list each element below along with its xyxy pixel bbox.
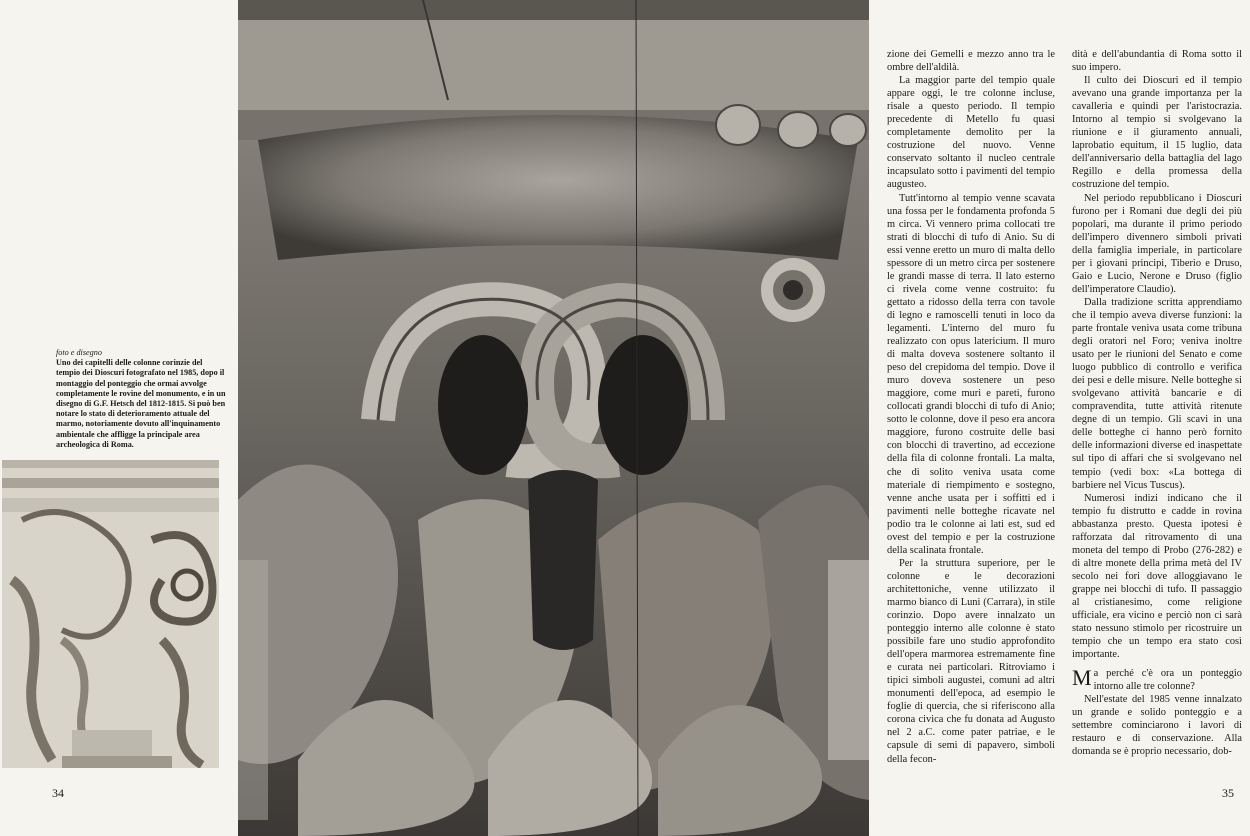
question-paragraph: [1072, 667, 1242, 693]
paragraph: dità e dell'abundantia di Roma sotto il suo impero.: [1072, 49, 1242, 74]
capital-photograph: [238, 0, 869, 836]
paragraph: Il culto dei Dioscuri ed il tempio avevano una grande importanza per la cavalleria e quindi per l'aristocrazia. Intorno al tempio si svolgevano la riunione e il giuramento annuali, laprobatio equitum, il 15 luglio, data dell'anniversario della battaglia del lago Regillo e della promessa della costruzione del tempio.: [1072, 75, 1242, 191]
left-page: [0, 0, 238, 836]
paragraph: Tutt'intorno al tempio venne scavata una fossa per le fondamenta profonda 5 m circa. Vi vennero prima collocati tre strati di blocchi di tufo di Anio. Su di essi venne eretto un muro di malta dello spessore di un metro circa per sostenere le grandi masse di terra. Il lato esterno ci rivela come venne costruito: fu gettato a ridosso della terra con tavole di legno e ramoscelli tenuti in loco da legamenti. L'interno del muro fu realizzato con opus latericium. Il muro di malta doveva sostenere soltanto il peso del crepidoma del tempio. Dove il muro doveva sostenere un peso maggiore, come muri e pareti, furono collocati grandi blocchi di tufo di Anio; sotto le colonne, dove il peso era ancora maggiore, furono costruite delle basi con blocchi di travertino, ad eccezione della fila di colonne frontali. La malta, che di solito veniva usata come materiale di riempimento e sostegno, venne anche usata per i soffitti ed i pavimenti nelle botteghe ricavate nel podio tra le colonne ai lati est, sud ed ovest del tempio e per la costruzione della scalinata frontale.: [887, 192, 1055, 556]
caption-title: foto e disegno: [56, 348, 102, 357]
text-column-1: [887, 48, 1055, 766]
capital-drawing: [2, 460, 219, 768]
text-column-2: [1072, 48, 1242, 759]
paragraph: zione dei Gemelli e mezzo anno tra le ombre dell'aldilà.: [887, 49, 1055, 74]
corinthian-capital-photo: [238, 0, 869, 836]
page-number-right: 35: [1222, 786, 1234, 800]
photo-caption: [56, 348, 226, 450]
paragraph: La maggior parte del tempio quale appare oggi, le tre colonne incluse, risale a questo periodo. Il tempio precedente di Metello fu quasi completamente demolito per la costruzione del nuovo. Venne conservato soltanto il nucleo centrale incapsulato sotto i pavimenti del tempio augusteo.: [887, 75, 1055, 191]
dropcap: M: [1072, 665, 1092, 691]
paragraph: Per la struttura superiore, per le colonne e le decorazioni architettoniche, venne utilizzato il marmo bianco di Luni (Carrara), in stile corinzio. Dopo avere innalzato un ponteggio interno alle colonne è stato possibile fare uno studio approfondito dell'opera marmorea estremamente fine e curata nei particolari. Ritroviamo i tipici simboli augustei, comuni ad altri monumenti dell'epoca, ad esempio le foglie di quercia, che si riferiscono alla corona civica che fu donata ad Augusto nel 2 a.C. come pater patriae, e le capsule di semi di papavero, simboli della fecon-: [887, 557, 1055, 765]
capital-drawing-illustration: [2, 460, 219, 768]
right-page: [869, 0, 1250, 836]
page-number-left: 34: [52, 786, 64, 800]
paragraph: Nell'estate del 1985 venne innalzato un grande e solido ponteggio e a settembre cominciarono i lavori di restauro e di conservazione. Alla domanda se è proprio necessario, dob-: [1072, 694, 1242, 758]
caption-body: Uno dei capitelli delle colonne corinzie del tempio dei Dioscuri fotografato nel 1985, dopo il montaggio del ponteggio che ormai avvolge completamente le rovine del monumento, e in un disegno di G.F. Hetsch del 1812-1815. Si può ben notare lo stato di deterioramento attuale del marmo, notoriamente dovuto all'inquinamento ambientale che affligge la principale area archeologica di Roma.: [56, 358, 226, 449]
question-text: a perché c'è ora un ponteggio intorno alle tre colonne?: [1093, 668, 1242, 693]
paragraph: Dalla tradizione scritta apprendiamo che il tempio aveva diverse funzioni: la parte frontale veniva usata come tribuna degli oratori nel Foro; veniva inoltre usato per le riunioni del Senato e come luogo pubblico di controllo e verifica dei pesi e delle misure. Nelle botteghe si svolgevano attività bancarie e di compravendita, tutte attività ritenute degne di un tempio. Gli scavi in una delle botteghe ci hanno però fornito delle informazioni diverse ed inaspettate sul tipo di affari che si svolgevano nel tempio (vedi box: «La bottega di barbiere nel Vicus Tuscus).: [1072, 296, 1242, 491]
paragraph: Numerosi indizi indicano che il tempio fu distrutto e cadde in rovina abbastanza presto. Questa ipotesi è rafforzata dal ritrovamento di una moneta del tempo di Probo (276-282) e di altre monete della prima metà del IV secolo nei fori dove alloggiavano le grappe nei blocchi di tufo. Il passaggio al cristianesimo, come religione ufficiale, era vicino e perciò non ci sarà stato nessuno stimolo per ricostruire un tempio che un tempo era stato così importante.: [1072, 492, 1242, 661]
paragraph: Nel periodo repubblicano i Dioscuri furono per i Romani due degli dei più popolari, ma durante il primo periodo dell'impero divennero simboli privati della famiglia imperiale, in particolare per i giovani principi, Tiberio e Druso, Gaio e Lucio, Nerone e Druso (figlio dell'imperatore Claudio).: [1072, 192, 1242, 295]
